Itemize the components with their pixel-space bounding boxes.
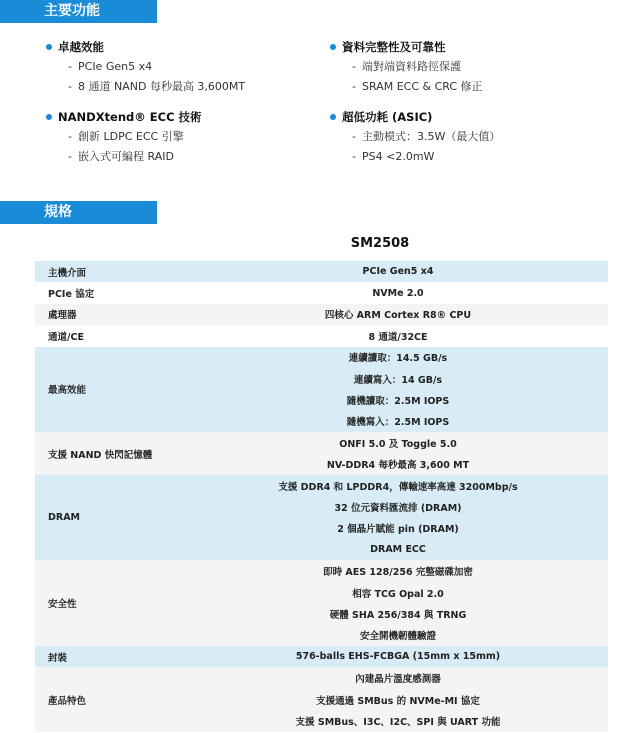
spec-value: 內建晶片溫度感測器 xyxy=(188,667,608,688)
spec-value: NV-DDR4 每秒最高 3,600 MT xyxy=(188,454,608,475)
table-row xyxy=(35,432,608,453)
feature-item: - 創新 LDPC ECC 引擎 xyxy=(68,130,184,143)
features-right-column xyxy=(330,37,620,177)
spec-value: 連續讀取：14.5 GB/s xyxy=(188,347,608,368)
bullet-icon xyxy=(46,44,52,50)
table-row xyxy=(35,325,608,346)
spec-label: 通道/CE xyxy=(35,325,188,346)
bullet-icon xyxy=(46,114,52,120)
spec-value: 32 位元資料匯流排 (DRAM) xyxy=(188,496,608,517)
bullet-icon xyxy=(330,114,336,120)
feature-item: - 主動模式：3.5W（最大值） xyxy=(352,130,501,143)
spec-value: 四核心 ARM Cortex R8® CPU xyxy=(188,304,608,325)
spec-value: 8 通道/32CE xyxy=(188,325,608,346)
spec-label: DRAM xyxy=(35,475,188,561)
feature-group xyxy=(330,37,620,107)
features-section-title: 主要功能 xyxy=(44,3,100,19)
features-left-column xyxy=(46,37,336,177)
spec-value: 支援 SMBus、I3C、I2C、SPI 與 UART 功能 xyxy=(188,710,608,731)
feature-group xyxy=(46,107,336,177)
spec-value: NVMe 2.0 xyxy=(188,282,608,303)
table-row xyxy=(35,261,608,282)
feature-item: - 8 通道 NAND 每秒最高 3,600MT xyxy=(68,80,246,93)
table-row xyxy=(35,667,608,688)
table-row xyxy=(35,282,608,303)
feature-group xyxy=(330,107,620,177)
spec-label: 處理器 xyxy=(35,304,188,325)
spec-value: PCIe Gen5 x4 xyxy=(188,261,608,282)
feature-title: 資料完整性及可靠性 xyxy=(330,37,620,57)
spec-value: 576-balls EHS-FCBGA (15mm x 15mm) xyxy=(188,646,608,667)
spec-label: 支援 NAND 快閃記憶體 xyxy=(35,432,188,475)
spec-label: 封裝 xyxy=(35,646,188,667)
spec-value: 支援 DDR4 和 LPDDR4，傳輸速率高達 3200Mbp/s xyxy=(188,475,608,496)
feature-item: - 端對端資料路徑保護 xyxy=(352,60,461,73)
specs-section-banner xyxy=(0,201,157,224)
feature-item: - SRAM ECC & CRC 修正 xyxy=(352,80,483,93)
feature-title: 超低功耗 (ASIC) xyxy=(330,107,620,127)
table-row xyxy=(35,304,608,325)
spec-value: 隨機讀取：2.5M IOPS xyxy=(188,389,608,410)
feature-group xyxy=(46,37,336,107)
feature-title: 卓越效能 xyxy=(46,37,336,57)
spec-value: 2 個晶片賦能 pin (DRAM) xyxy=(188,518,608,539)
spec-value: 安全開機韌體驗證 xyxy=(188,625,608,646)
spec-value: DRAM ECC xyxy=(188,539,608,560)
feature-item: - PCIe Gen5 x4 xyxy=(68,60,153,73)
specs-section-title: 規格 xyxy=(44,204,72,220)
features-section-banner xyxy=(0,0,157,23)
table-row xyxy=(35,347,608,368)
spec-value: 硬體 SHA 256/384 與 TRNG xyxy=(188,603,608,624)
spec-label: 主機介面 xyxy=(35,261,188,282)
table-row xyxy=(35,646,608,667)
spec-model-title: SM2508 xyxy=(350,236,410,251)
spec-value: 隨機寫入：2.5M IOPS xyxy=(188,411,608,432)
bullet-icon xyxy=(330,44,336,50)
spec-label: PCIe 協定 xyxy=(35,282,188,303)
spec-table xyxy=(35,261,608,732)
table-row xyxy=(35,475,608,496)
spec-label: 產品特色 xyxy=(35,667,188,731)
spec-label: 最高效能 xyxy=(35,347,188,433)
spec-value: 相容 TCG Opal 2.0 xyxy=(188,582,608,603)
spec-value: 支援通過 SMBus 的 NVMe-MI 協定 xyxy=(188,689,608,710)
table-row xyxy=(35,560,608,581)
feature-item: - PS4 <2.0mW xyxy=(352,150,435,163)
feature-item: - 嵌入式可編程 RAID xyxy=(68,150,174,163)
spec-value: ONFI 5.0 及 Toggle 5.0 xyxy=(188,432,608,453)
spec-label: 安全性 xyxy=(35,560,188,646)
spec-value: 即時 AES 128/256 完整磁碟加密 xyxy=(188,560,608,581)
spec-value: 連續寫入：14 GB/s xyxy=(188,368,608,389)
feature-title: NANDXtend® ECC 技術 xyxy=(46,107,336,127)
